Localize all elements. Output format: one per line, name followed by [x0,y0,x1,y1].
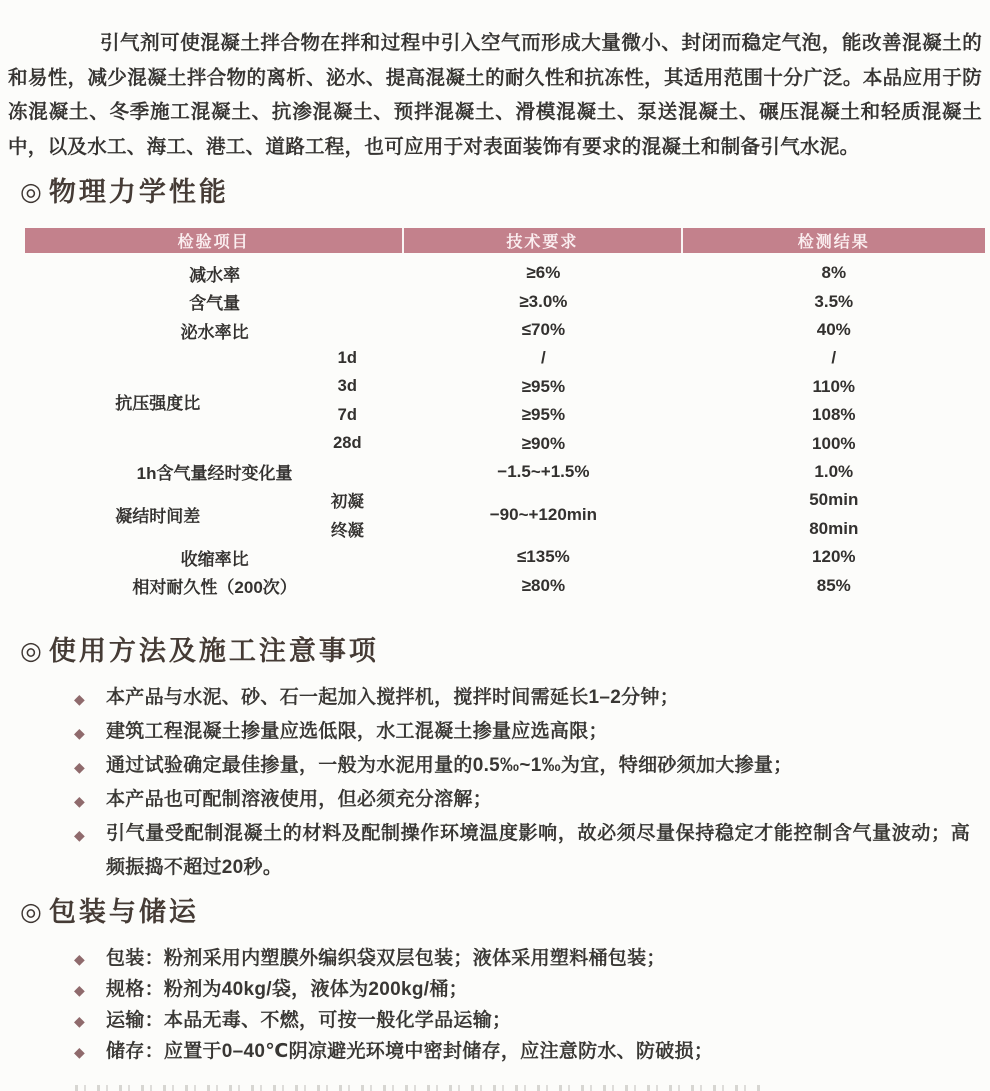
table-row [25,543,985,571]
table-row [25,571,985,599]
row-requirement: ≥95% [521,376,566,396]
table-row [25,316,985,344]
diamond-bullet-icon: ◆ [74,826,85,843]
group-label: 抗压强度比 [115,393,201,413]
sub-initial-set: 初凝 [330,493,364,512]
bullet-text: 引气量受配制混凝土的材料及配制操作环境温度影响，故必须尽量保持稳定才能控制含气量波动；高频振捣不超过20秒。 [106,822,970,878]
row-result: 110% [812,376,856,396]
row-result: 108% [812,405,856,425]
row-item: 泌水率比 [180,322,249,342]
diamond-bullet-icon: ◆ [74,1043,85,1060]
bullet-text: 运输：本品无毒、不燃，可按一般化学品运输； [106,1009,512,1031]
section-heading-usage [20,636,990,667]
sub-age: 28d [333,434,362,453]
section-heading-packing [20,897,990,928]
section-heading-physical [20,177,990,208]
table-row [25,253,985,287]
table-group-setting-time [25,486,985,543]
row-requirement: −90~+120min [489,504,598,524]
section-title-usage: 使用方法及施工注意事项 [48,635,379,666]
row-result: / [831,348,837,368]
bullet-text: 通过试验确定最佳掺量，一般为水泥用量的0.5‰~1‰为宜，特细砂须加大掺量； [106,754,793,776]
section-ring-icon: ◎ [20,178,42,207]
bullet-text: 本产品与水泥、砂、石一起加入搅拌机，搅拌时间需延长1–2分钟； [106,686,680,708]
intro-paragraph: 引气剂可使混凝土拌合物在拌和过程中引入空气而形成大量微小、封闭而稳定气泡，能改善混凝土的和易性，减少混凝土拌合物的离析、泌水、提高混凝土的耐久性和抗冻性，其适用范围十分广泛。本品应用于防冻混凝土、冬季施工混凝土、抗渗混凝土、预拌混凝土、滑模混凝土、泵送混凝土、碾压混凝土和轻质混凝土中，以及水工、海工、港工、道路工程，也可应用于对表面装饰有要求的混凝土和制备引气水泥。 [8,32,982,158]
row-requirement: ≥95% [521,405,566,425]
row-requirement: ≤135% [516,547,570,567]
row-requirement: −1.5~+1.5% [497,461,590,481]
list-item [0,749,990,783]
spec-table [25,228,985,600]
row-item: 1h含气量经时变化量 [136,464,293,484]
row-result: 100% [812,433,856,453]
row-result: 80min [809,518,859,538]
section-title-packing: 包装与储运 [48,896,199,927]
row-result: 1.0% [814,461,854,481]
row-result: 3.5% [814,291,854,311]
row-requirement: ≤70% [521,320,566,340]
diamond-bullet-icon: ◆ [74,724,85,741]
diamond-bullet-icon: ◆ [74,981,85,998]
row-item: 减水率 [189,265,241,285]
sub-age: 7d [337,405,357,424]
bullet-text: 本产品也可配制溶液使用，但必须充分溶解； [106,788,493,810]
col-header-result: 检测结果 [797,234,870,252]
row-result: 50min [809,490,859,510]
row-result: 8% [821,263,847,283]
row-requirement: ≥6% [526,263,561,283]
table-row [25,287,985,315]
row-result: 85% [816,575,851,595]
usage-bullet-list [0,681,990,885]
bullet-text: 规格：粉剂为40kg/袋，液体为200kg/桶； [106,978,468,1000]
section-ring-icon: ◎ [20,897,42,926]
sub-age: 3d [337,377,357,396]
row-requirement: / [541,348,546,368]
group-label: 凝结时间差 [115,507,201,527]
list-item [0,974,990,1005]
list-item [0,783,990,817]
diamond-bullet-icon: ◆ [74,690,85,707]
list-item [0,715,990,749]
row-requirement: ≥3.0% [519,291,568,311]
row-requirement: ≥80% [521,575,566,595]
spec-table-header-row [25,228,985,253]
table-row [25,458,985,486]
row-item: 收缩率比 [180,549,249,569]
sub-age: 1d [337,348,357,367]
row-item: 含气量 [189,294,241,314]
bullet-text: 储存：应置于0–40℃阴凉避光环境中密封储存，应注意防水、防破损； [106,1040,714,1062]
list-item [0,1005,990,1036]
list-item [0,1036,990,1067]
diamond-bullet-icon: ◆ [74,1012,85,1029]
packing-bullet-list [0,943,990,1067]
document-page [0,26,990,1091]
section-ring-icon: ◎ [20,636,42,665]
list-item [0,817,990,885]
sub-final-set: 终凝 [330,521,364,540]
bullet-text: 建筑工程混凝土掺量应选低限，水工混凝土掺量应选高限； [106,720,608,742]
section-title-physical: 物理力学性能 [48,177,229,207]
bullet-text: 包装：粉剂采用内塑膜外编织袋双层包装；液体采用塑料桶包装； [106,947,666,969]
row-requirement: ≥90% [521,433,566,453]
col-header-item: 检验项目 [25,228,404,253]
list-item [0,681,990,715]
col-header-requirement: 技术要求 [404,228,682,253]
diamond-bullet-icon: ◆ [74,792,85,809]
row-result: 40% [816,320,851,340]
row-result: 120% [812,547,856,567]
diamond-bullet-icon: ◆ [74,950,85,967]
diamond-bullet-icon: ◆ [74,758,85,775]
table-group-compressive-strength [25,344,985,458]
list-item [0,943,990,974]
truncated-bottom-line [75,1085,765,1091]
row-item: 相对耐久性（200次） [132,578,297,598]
